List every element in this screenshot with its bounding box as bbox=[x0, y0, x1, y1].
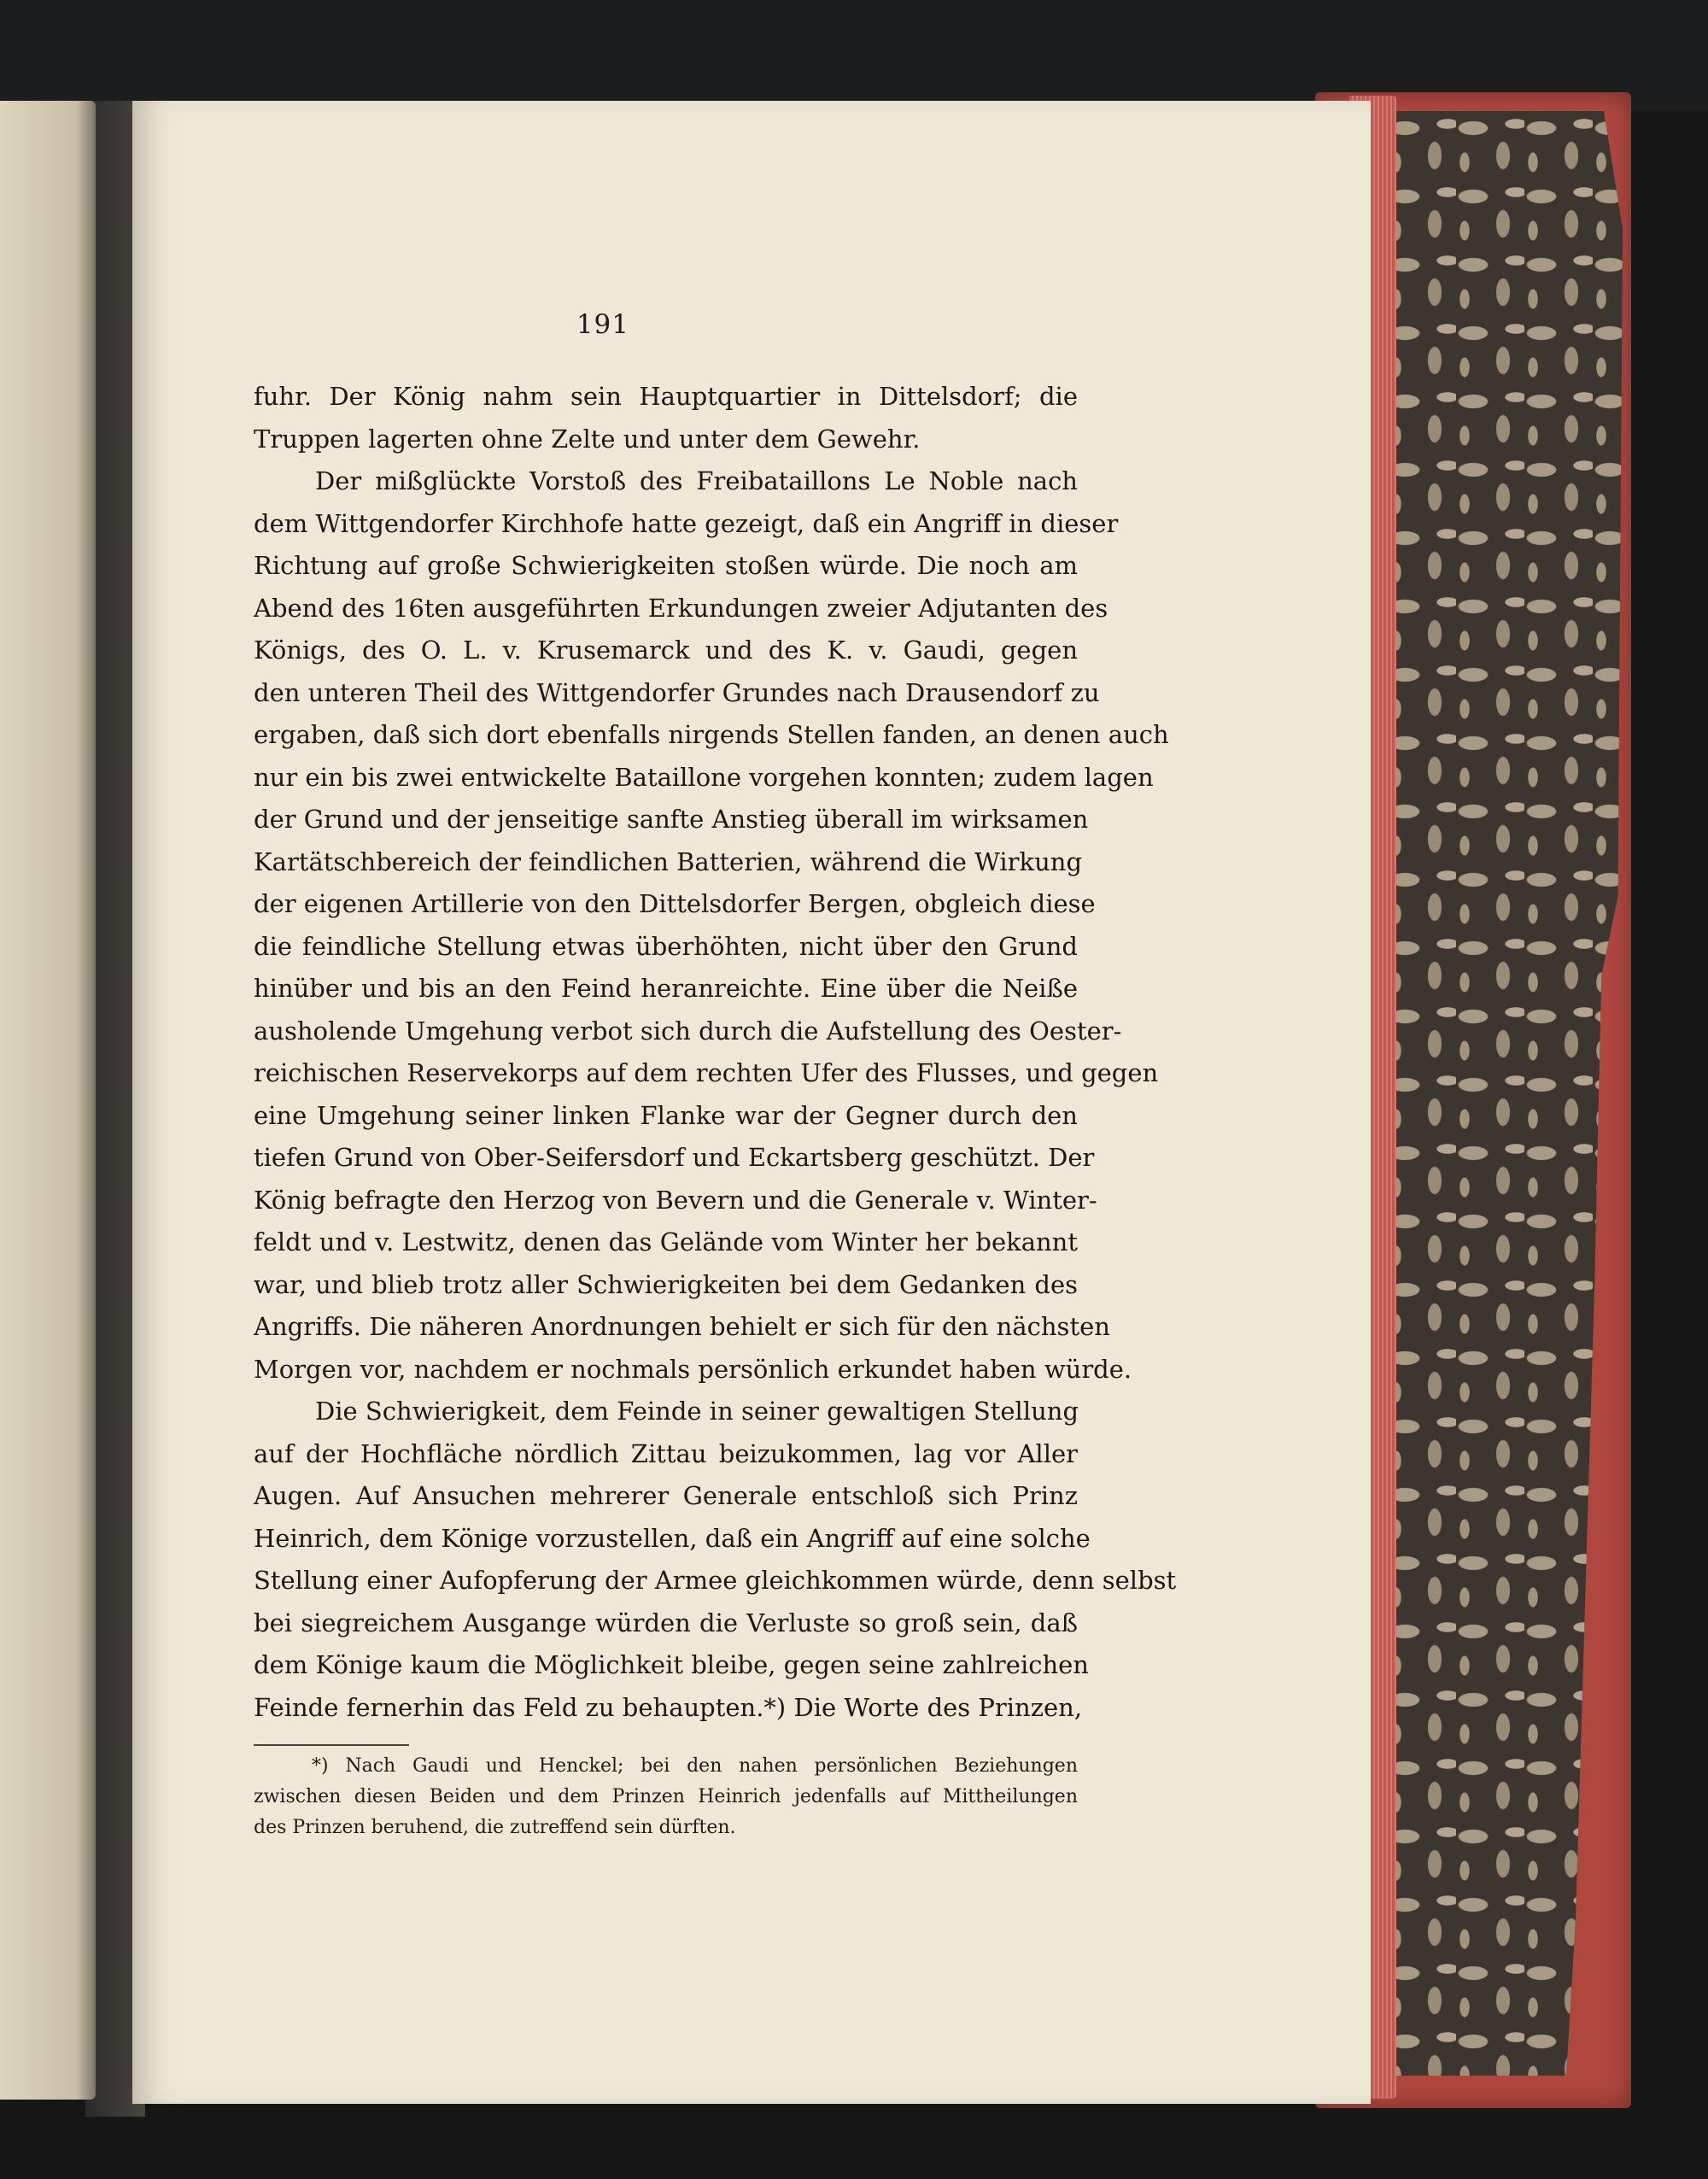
text-line: war, und blieb trotz aller Schwierigkeiten bei dem Gedanken des bbox=[254, 1269, 1078, 1299]
text-line: Truppen lagerten ohne Zelte und unter dem Gewehr. bbox=[254, 424, 921, 454]
text-line: feldt und v. Lestwitz, denen das Gelände vom Winter her bekannt bbox=[254, 1227, 1078, 1256]
text-line: hinüber und bis an den Feind heranreichte. Eine über die Neiße bbox=[254, 974, 1078, 1003]
footnote-line: des Prinzen beruhend, die zutreffend sein dürften. bbox=[254, 1817, 736, 1838]
text-line: nur ein bis zwei entwickelte Bataillone vorgehen konnten; zudem lagen bbox=[254, 762, 1154, 792]
text-line: Feinde fernerhin das Feld zu behaupten.*) Die Worte des Prinzen, bbox=[254, 1692, 1083, 1722]
text-line: Heinrich, dem Könige vorzustellen, daß ein Angriff auf eine solche bbox=[254, 1523, 1091, 1553]
footnote-rule bbox=[254, 1744, 409, 1746]
background-bottom bbox=[0, 2101, 1708, 2179]
footnote-line: *) Nach Gaudi und Henckel; bei den nahen persönlichen Beziehungen bbox=[312, 1755, 1078, 1777]
text-line: Die Schwierigkeit, dem Feinde in seiner gewaltigen Stellung bbox=[315, 1397, 1079, 1426]
left-page-edge bbox=[0, 101, 96, 2100]
text-line: dem Könige kaum die Möglichkeit bleibe, gegen seine zahlreichen bbox=[254, 1650, 1089, 1679]
text-line: ergaben, daß sich dort ebenfalls nirgends Stellen fanden, an denen auch bbox=[254, 720, 1169, 749]
text-line: der eigenen Artillerie von den Dittelsdorfer Bergen, obgleich diese bbox=[254, 889, 1096, 918]
text-line: Richtung auf große Schwierigkeiten stoßen würde. Die noch am bbox=[254, 551, 1078, 580]
text-line: Kartätschbereich der feindlichen Batterien, während die Wirkung bbox=[254, 846, 1083, 876]
text-line: Königs, des O. L. v. Krusemarck und des K. v. Gaudi, gegen bbox=[254, 636, 1078, 665]
text-line: Morgen vor, nachdem er nochmals persönlich erkundet haben würde. bbox=[254, 1354, 1132, 1384]
text-line: Abend des 16ten ausgeführten Erkundungen zweier Adjutanten des bbox=[254, 593, 1108, 623]
text-line: Stellung einer Aufopferung der Armee gleichkommen würde, denn selbst bbox=[254, 1566, 1177, 1595]
footnote bbox=[254, 1751, 1078, 1843]
text-line: bei siegreichem Ausgange würden die Verluste so groß sein, daß bbox=[254, 1608, 1078, 1637]
text-line: Der mißglückte Vorstoß des Freibataillons Le Noble nach bbox=[315, 466, 1078, 495]
text-line: Angriffs. Die näheren Anordnungen behielt er sich für den nächsten bbox=[254, 1312, 1110, 1341]
text-line: der Grund und der jenseitige sanfte Anstieg überall im wirksamen bbox=[254, 805, 1089, 834]
text-line: tiefen Grund von Ober-Seifersdorf und Eckartsberg geschützt. Der bbox=[254, 1143, 1095, 1172]
body-text bbox=[254, 376, 1177, 1729]
page-number: 191 bbox=[576, 309, 629, 340]
text-line: ausholende Umgehung verbot sich durch die Aufstellung des Oester- bbox=[254, 1016, 1122, 1046]
text-line: den unteren Theil des Wittgendorfer Grundes nach Drausendorf zu bbox=[254, 677, 1100, 707]
text-line: fuhr. Der König nahm sein Hauptquartier in Dittelsdorf; die bbox=[254, 382, 1078, 411]
text-line: dem Wittgendorfer Kirchhofe hatte gezeigt, daß ein Angriff in dieser bbox=[254, 508, 1119, 538]
text-line: reichischen Reservekorps auf dem rechten Ufer des Flusses, und gegen bbox=[254, 1058, 1159, 1087]
text-line: Augen. Auf Ansuchen mehrerer Generale entschloß sich Prinz bbox=[254, 1481, 1078, 1510]
text-line: auf der Hochfläche nördlich Zittau beizukommen, lag vor Aller bbox=[254, 1438, 1078, 1468]
footnote-line: zwischen diesen Beiden und dem Prinzen Heinrich jedenfalls auf Mittheilungen bbox=[254, 1786, 1078, 1807]
text-line: eine Umgehung seiner linken Flanke war der Gegner durch den bbox=[254, 1100, 1078, 1130]
text-line: die feindliche Stellung etwas überhöhten, nicht über den Grund bbox=[254, 931, 1078, 961]
text-line: König befragte den Herzog von Bevern und die Generale v. Winter- bbox=[254, 1185, 1097, 1215]
